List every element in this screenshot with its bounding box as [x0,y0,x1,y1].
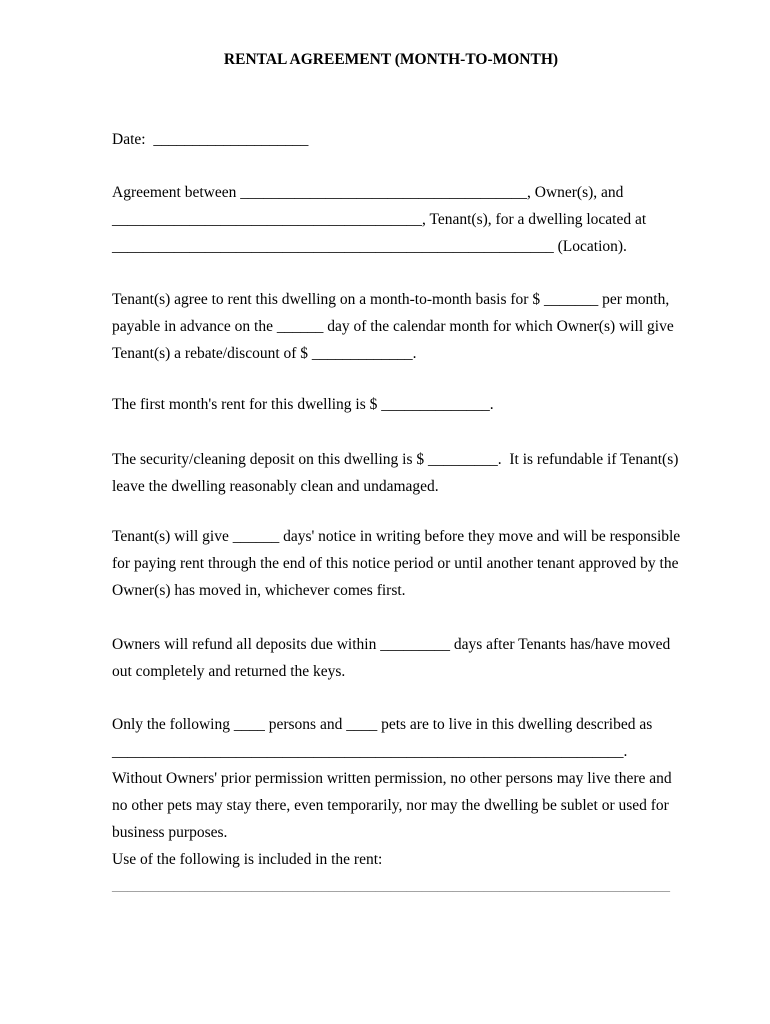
paragraph-security-deposit [112,446,679,500]
text-line: no other pets may stay there, even temporarily, nor may the dwelling be sublet or used for [112,797,669,814]
included-in-rent-blank-line: ________________________________________________________________________ [112,877,670,894]
paragraph-parties [112,179,670,260]
text-line: Owners will refund all deposits due within _________ days after Tenants has/have moved [112,636,671,653]
text-line: Without Owners' prior permission written permission, no other persons may live there and [112,770,672,787]
text-line: Only the following ____ persons and ____ pets are to live in this dwelling described as [112,716,653,733]
text-line: The security/cleaning deposit on this dwelling is $ _________. It is refundable if Tenant(s) [112,451,679,468]
date-blank-line: Date: ____________________ [112,131,309,148]
text-line: leave the dwelling reasonably clean and undamaged. [112,478,439,495]
paragraph-rent-terms [112,286,674,367]
text-line: Tenant(s) a rebate/discount of $ _____________. [112,345,417,362]
text-line: Tenant(s) will give ______ days' notice in writing before they move and will be responsible [112,528,681,545]
text-line: _________________________________________________________ (Location). [112,238,627,255]
text-line: The first month's rent for this dwelling is $ ______________. [112,396,494,413]
text-line: payable in advance on the ______ day of the calendar month for which Owner(s) will give [112,318,674,335]
paragraph-occupancy [112,711,670,873]
document-title: RENTAL AGREEMENT (MONTH-TO-MONTH) [223,51,559,68]
text-line: out completely and returned the keys. [112,663,346,680]
paragraph-move-out-notice [112,523,681,604]
text-line: ________________________________________, Tenant(s), for a dwelling located at [112,211,647,228]
text-line: Owner(s) has moved in, whichever comes first. [112,582,406,599]
text-line: Tenant(s) agree to rent this dwelling on a month-to-month basis for $ _______ per month, [112,291,670,308]
text-line: Use of the following is included in the rent: [112,851,383,868]
text-line: business purposes. [112,824,228,841]
dwelling-description-blank-line: __________________________________________________________________. [112,743,628,760]
paragraph-first-month-rent [112,391,670,418]
paragraph-deposit-refund [112,631,670,685]
text-line: Agreement between _____________________________________, Owner(s), and [112,184,624,201]
text-line: for paying rent through the end of this notice period or until another tenant approved by the [112,555,679,572]
